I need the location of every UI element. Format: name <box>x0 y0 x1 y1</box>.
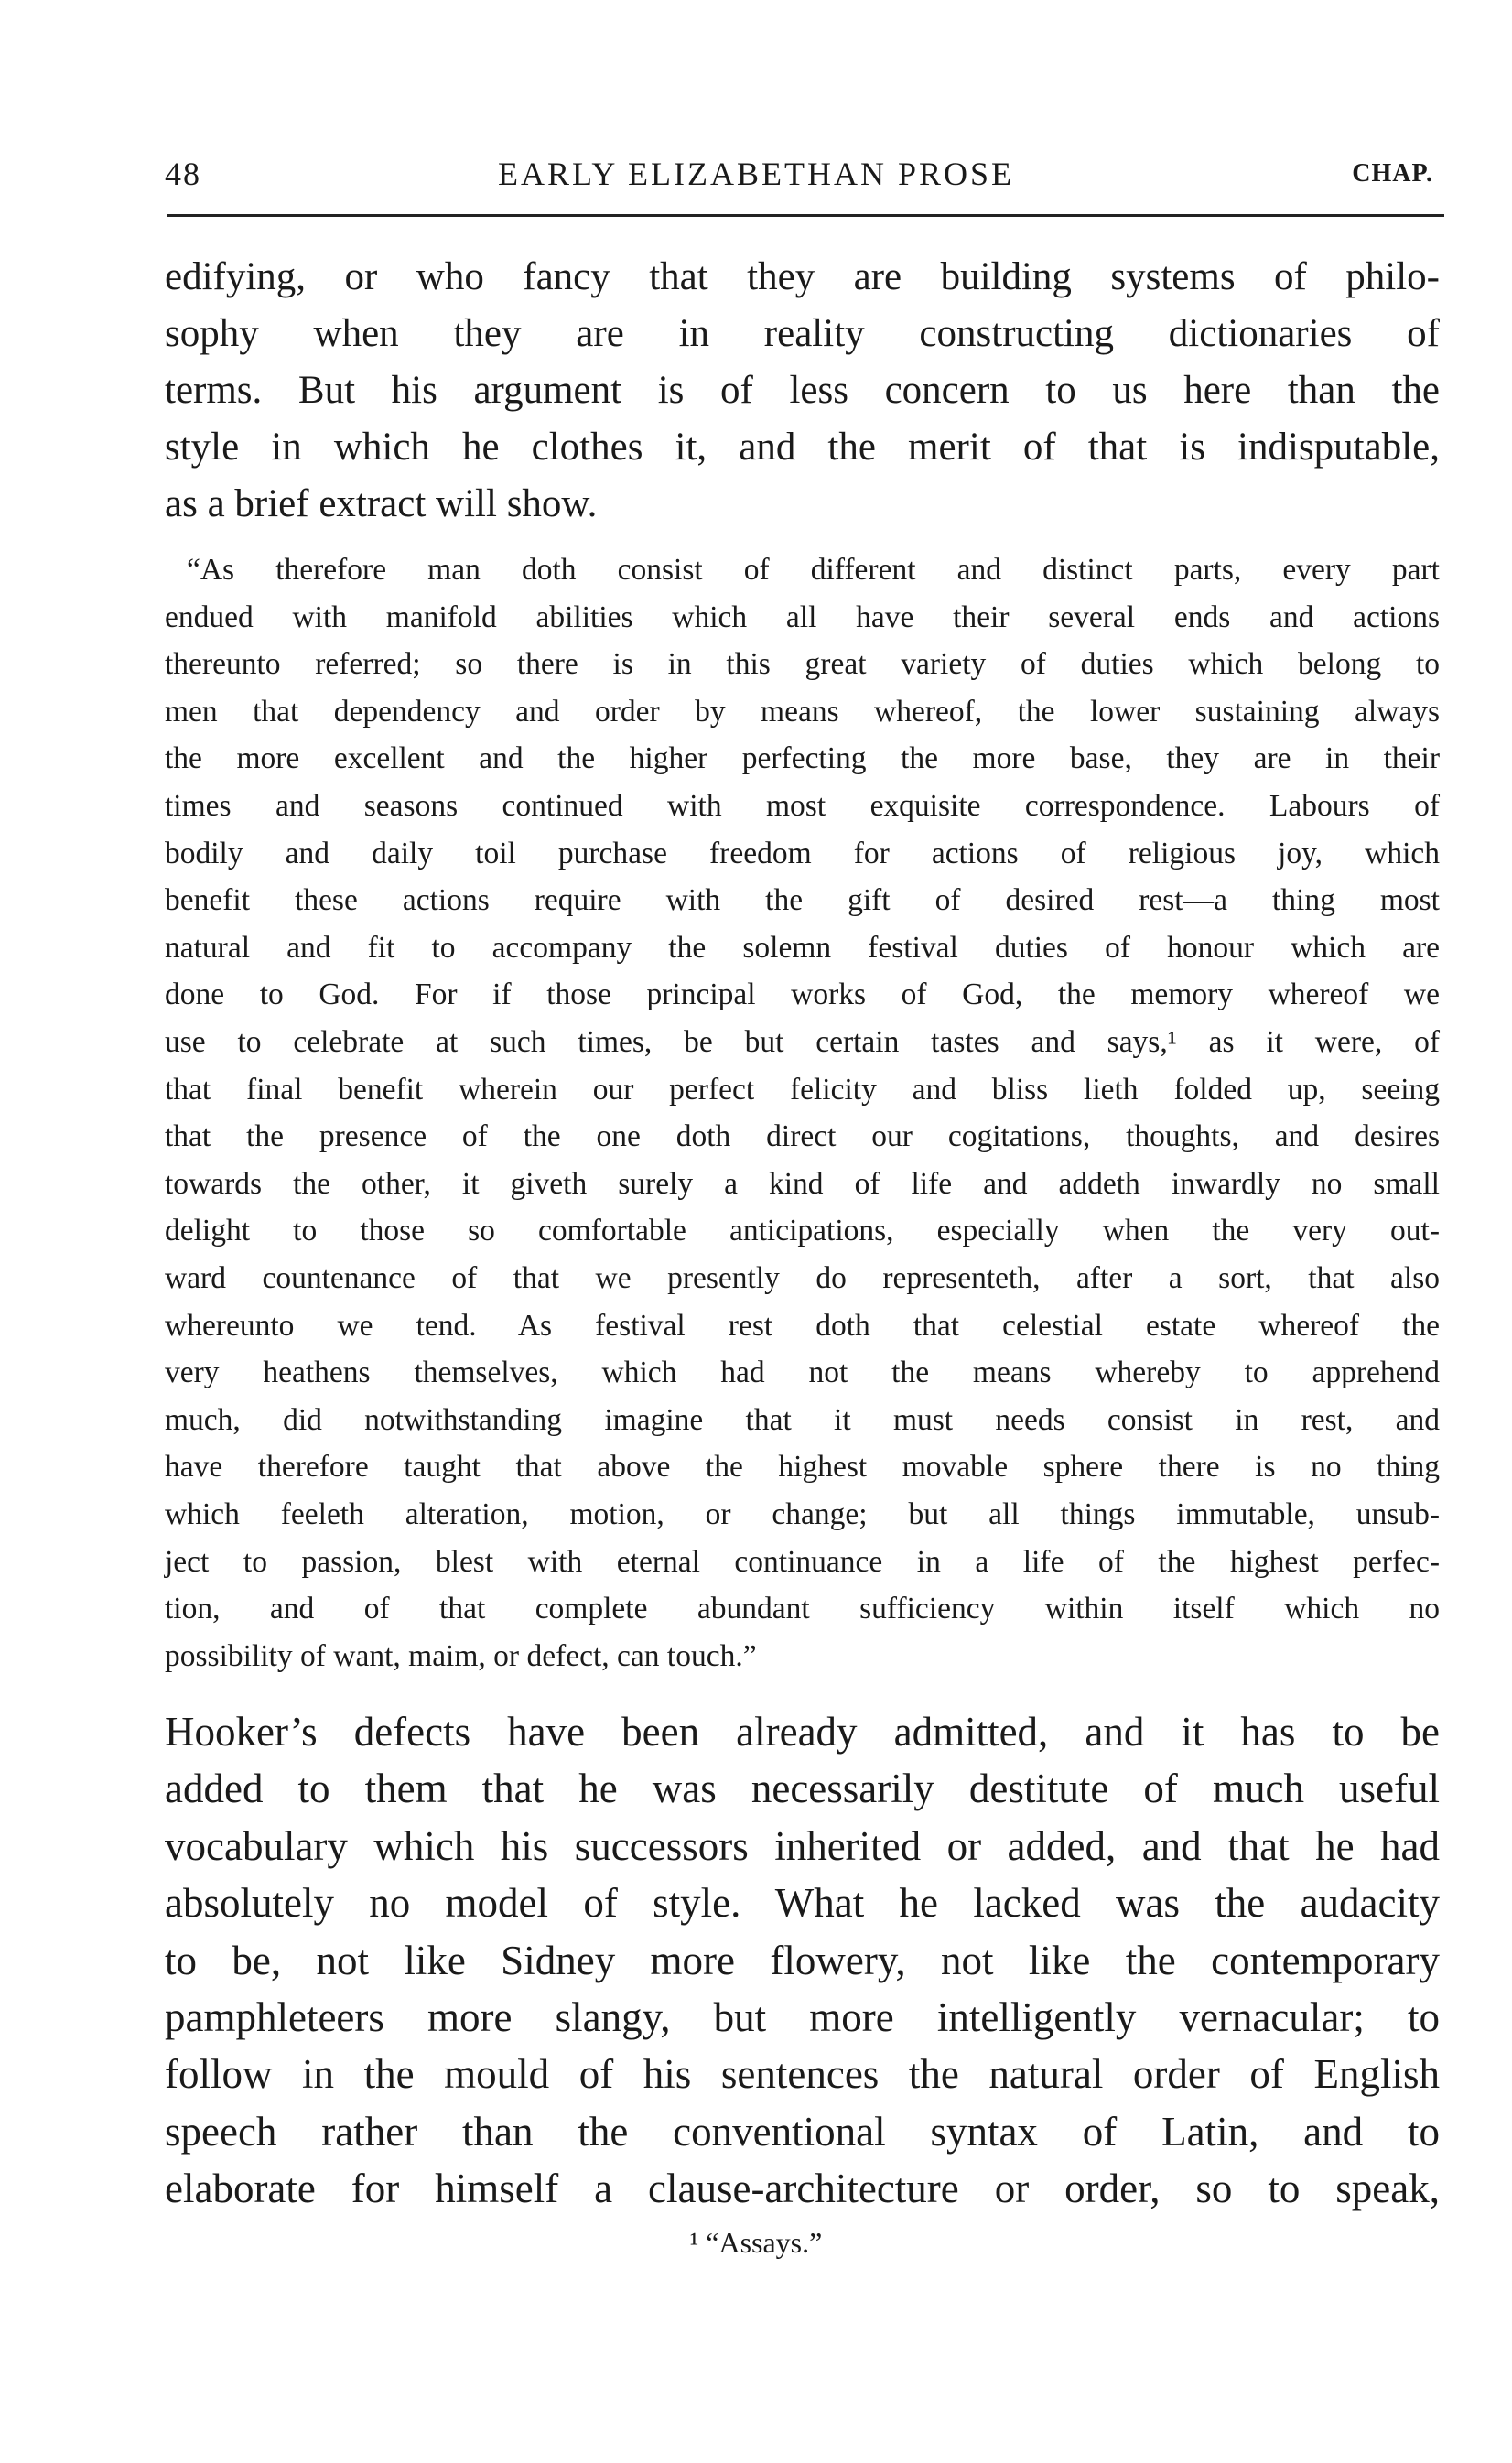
text-line: that the presence of the one doth direct our cogitations, thoughts, and desires <box>165 1119 1440 1154</box>
text-line: terms. But his argument is of less concern to us here than the <box>165 369 1440 412</box>
section-label: CHAP. <box>1352 159 1433 188</box>
text-line: men that dependency and order by means whereof, the lower sustaining always <box>165 694 1440 729</box>
text-line: done to God. For if those principal works of God, the memory whereof we <box>165 978 1440 1012</box>
text-line: very heathens themselves, which had not the means whereby to apprehend <box>165 1356 1440 1390</box>
text-line: “As therefore man doth consist of different and distinct parts, every part <box>187 553 1440 587</box>
text-line: ject to passion, blest with eternal continuance in a life of the highest perfec- <box>165 1544 1440 1579</box>
running-title: EARLY ELIZABETHAN PROSE <box>497 156 1015 192</box>
text-line: tion, and of that complete abundant sufficiency within itself which no <box>165 1592 1440 1626</box>
text-line: edifying, or who fancy that they are building systems of philo- <box>165 255 1440 298</box>
text-line: whereunto we tend. As festival rest doth that celestial estate whereof the <box>165 1308 1440 1343</box>
text-line: as a brief extract will show. <box>165 482 598 525</box>
header-rule <box>167 214 1444 217</box>
text-line: possibility of want, maim, or defect, can touch.” <box>165 1638 757 1673</box>
text-line: which feeleth alteration, motion, or change; but all things immutable, unsub- <box>165 1497 1440 1531</box>
text-line: ward countenance of that we presently do representeth, after a sort, that also <box>165 1261 1440 1295</box>
text-line: benefit these actions require with the gift of desired rest—a thing most <box>165 883 1440 918</box>
text-line: endued with manifold abilities which all have their several ends and actions <box>165 600 1440 634</box>
text-line: that final benefit wherein our perfect felicity and bliss lieth folded up, seeing <box>165 1072 1440 1107</box>
text-line: speech rather than the conventional syntax of Latin, and to <box>165 2108 1440 2155</box>
text-line: natural and fit to accompany the solemn festival duties of honour which are <box>165 930 1440 965</box>
text-line: have therefore taught that above the highest movable sphere there is no thing <box>165 1450 1440 1485</box>
text-line: vocabulary which his successors inherited or added, and that he had <box>165 1822 1440 1869</box>
text-line: delight to those so comfortable anticipations, especially when the very out- <box>165 1214 1440 1248</box>
text-line: much, did notwithstanding imagine that it must needs consist in rest, and <box>165 1402 1440 1437</box>
text-line: follow in the mould of his sentences the natural order of English <box>165 2051 1440 2098</box>
text-line: times and seasons continued with most exquisite correspondence. Labours of <box>165 789 1440 823</box>
text-line: pamphleteers more slangy, but more intelligently vernacular; to <box>165 1994 1440 2040</box>
text-line: bodily and daily toil purchase freedom for actions of religious joy, which <box>165 836 1440 870</box>
footnote: ¹ “Assays.” <box>689 2226 823 2259</box>
text-line: to be, not like Sidney more flowery, not like the contemporary <box>165 1937 1440 1983</box>
page-number: 48 <box>165 156 201 192</box>
text-line: use to celebrate at such times, be but certain tastes and says,¹ as it were, of <box>165 1025 1440 1059</box>
text-line: thereunto referred; so there is in this great variety of duties which belong to <box>165 647 1440 682</box>
text-line: elaborate for himself a clause-architecture or order, so to speak, <box>165 2166 1440 2212</box>
text-line: sophy when they are in reality constructing dictionaries of <box>165 312 1440 355</box>
text-line: towards the other, it giveth surely a kind of life and addeth inwardly no small <box>165 1166 1440 1201</box>
text-line: added to them that he was necessarily destitute of much useful <box>165 1766 1440 1812</box>
text-line: style in which he clothes it, and the merit of that is indisputable, <box>165 426 1440 469</box>
text-line: Hooker’s defects have been already admitted, and it has to be <box>165 1709 1440 1755</box>
text-line: the more excellent and the higher perfecting the more base, they are in their <box>165 741 1440 776</box>
text-line: absolutely no model of style. What he lacked was the audacity <box>165 1880 1440 1927</box>
